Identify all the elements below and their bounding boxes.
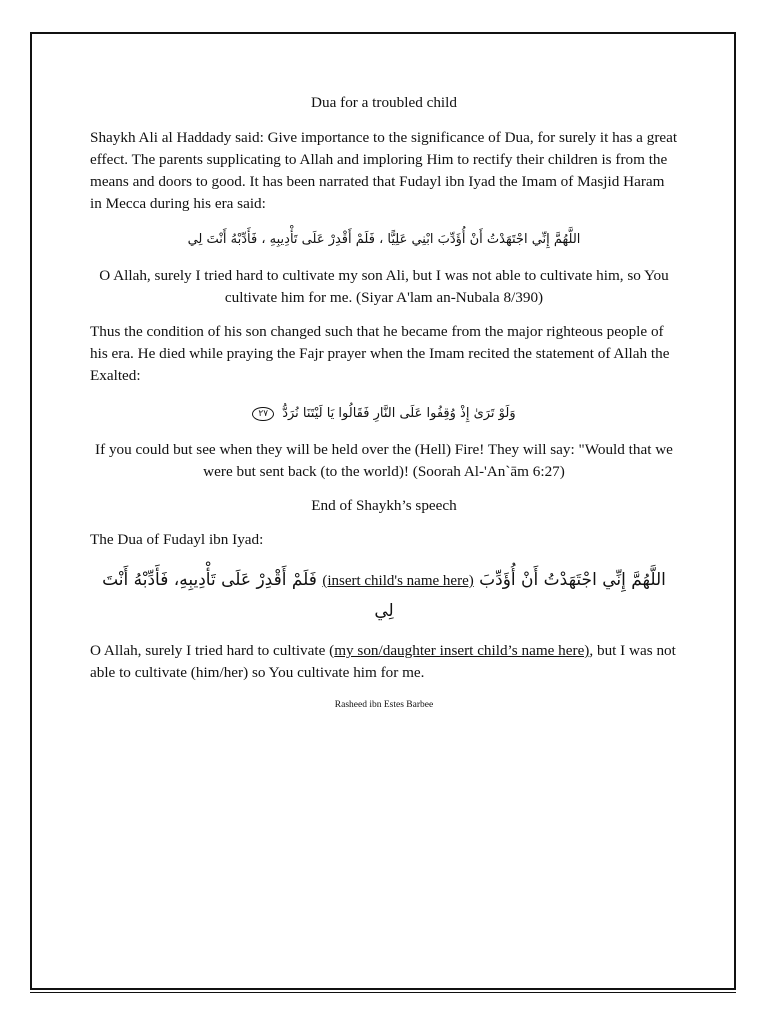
- dua-heading: The Dua of Fudayl ibn Iyad:: [90, 531, 264, 548]
- dua-arabic-start: اللَّهُمَّ إِنِّي اجْتَهَدْتُ أَنْ أُؤَدِّبَ: [479, 570, 666, 590]
- dua-translation-underlined: my son/daughter insert child’s name here): [334, 642, 590, 659]
- story-paragraph: Thus the condition of his son changed such that he became from the major righteous people of his era. He died while praying the Fajr prayer when the Imam recited the statement of Allah the Exalted:: [90, 323, 670, 384]
- intro-paragraph: Shaykh Ali al Haddady said: Give importance to the significance of Dua, for surely it has a great effect. The parents supplicating to Allah and imploring Him to rectify their children is from the means and doors to good. It has been narrated that Fudayl ibn Iyad the Imam of Masjid Haram in Mecca during his era said:: [90, 129, 678, 212]
- dua-translation-start: O Allah, surely I tried hard to cultivate (: [90, 642, 335, 659]
- quran-verse-text: وَلَوْ تَرَىٰ إِذْ وُقِفُوا عَلَى النَّارِ فَقَالُوا يَا لَيْتَنَا نُرَدُّ: [282, 406, 516, 421]
- dua-translation: [90, 640, 678, 684]
- quran-verse: [90, 403, 678, 425]
- arabic-quote-fudayl: اللَّهُمَّ إِنِّي اجْتَهَدْتُ أَنْ أُؤَدِّبَ ابْنِي عَلِيًّا ، فَلَمْ أَقْدِرْ عَلَى تَأْدِيبِهِ ، فَأَدِّبْهُ أَنْتَ لِي: [187, 232, 581, 247]
- dua-arabic-end: فَلَمْ أَقْدِرْ عَلَى تَأْدِيبِهِ، فَأَدِّبْهُ أَنْتَ لِي: [102, 570, 394, 621]
- document-title: Dua for a troubled child: [311, 94, 457, 111]
- verse-translation: If you could but see when they will be held over the (Hell) Fire! They will say: "Would that we were but sent back (to the world)! (Soorah Al-'An`ām 6:27): [95, 441, 673, 480]
- author-signature: Rasheed ibn Estes Barbee: [334, 700, 434, 710]
- end-note: End of Shaykh’s speech: [311, 497, 457, 514]
- ayah-number-badge: ٢٧: [252, 407, 274, 421]
- dua-insert-placeholder: (insert child's name here): [322, 573, 474, 589]
- dua-translation-end: , but I was not able to cultivate (him/her) so You cultivate him for me.: [90, 642, 676, 681]
- translation-fudayl: O Allah, surely I tried hard to cultivate my son Ali, but I was not able to cultivate him, so You cultivate him for me. (Siyar A'lam an-Nubala 8/390): [99, 267, 669, 306]
- document-body: [90, 92, 678, 712]
- dua-arabic: [90, 565, 678, 626]
